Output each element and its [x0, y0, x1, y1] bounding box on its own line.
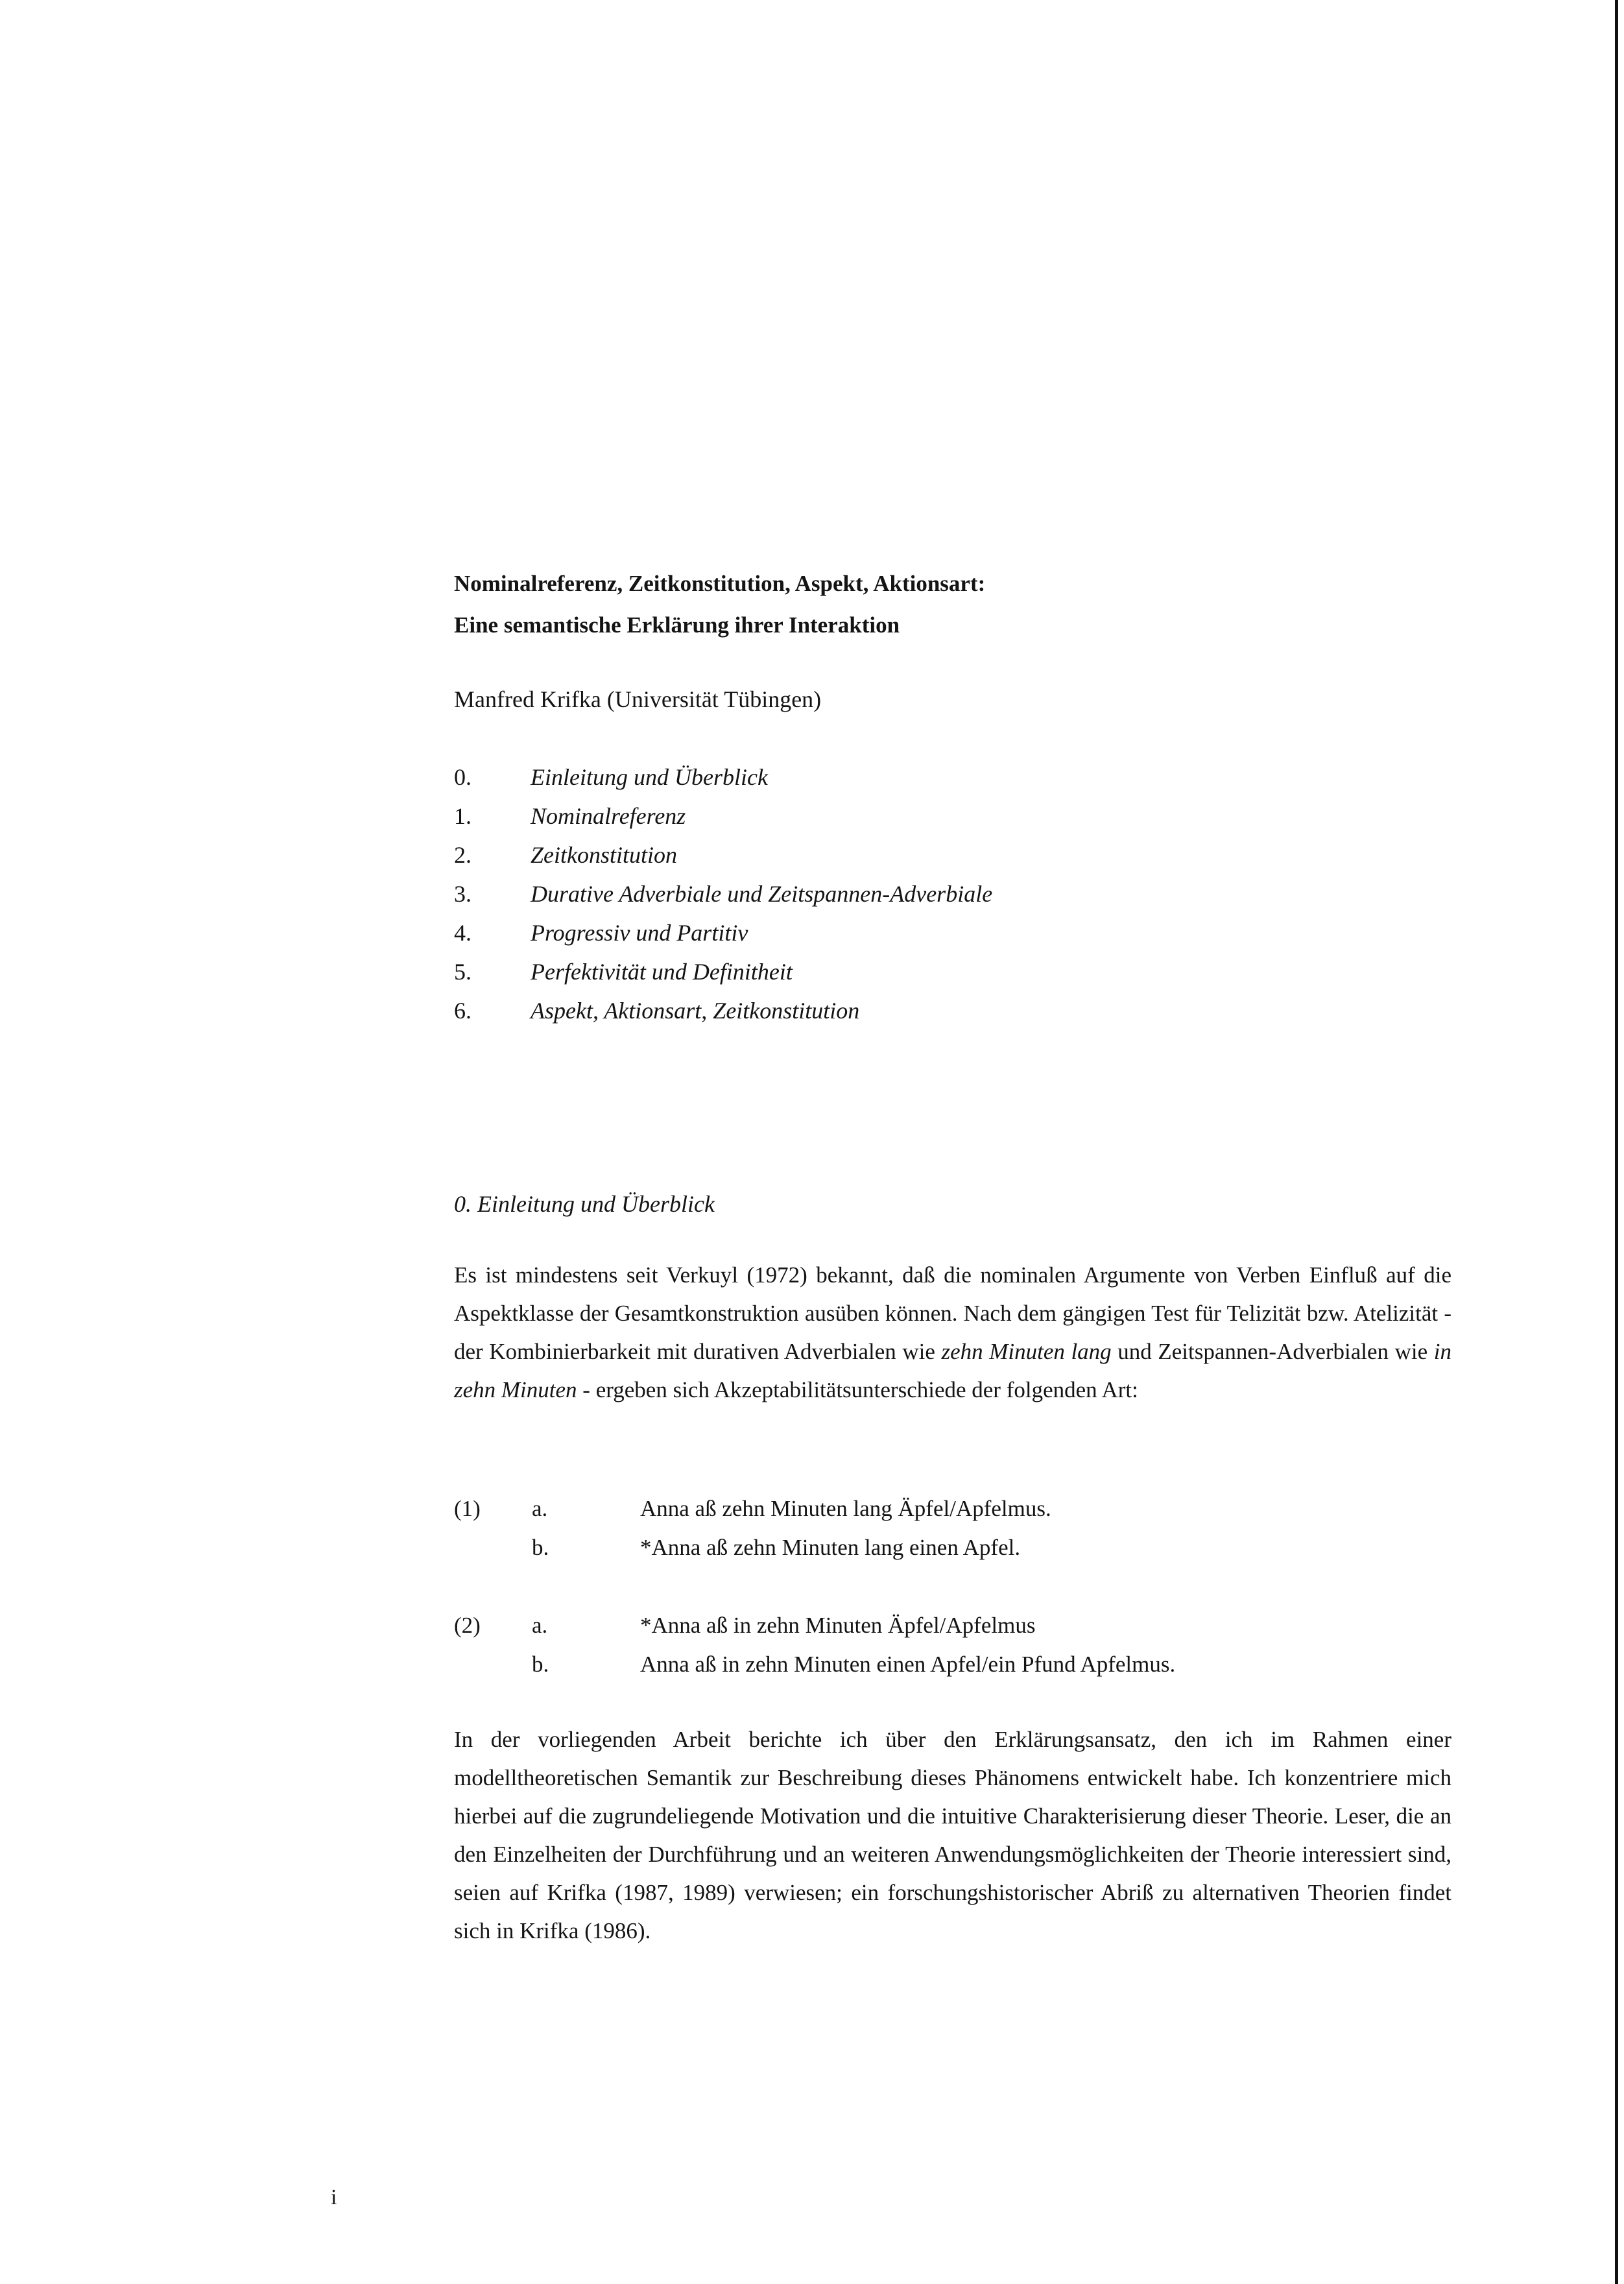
example-item	[454, 1489, 1175, 1528]
title-line-2: Eine semantische Erklärung ihrer Interaktion	[454, 612, 900, 638]
example-sentence: Anna aß zehn Minuten lang Äpfel/Apfelmus.	[640, 1496, 1051, 1521]
example-number: (1)	[454, 1496, 481, 1521]
section-heading: 0. Einleitung und Überblick	[454, 1191, 715, 1217]
title-line-1: Nominalreferenz, Zeitkonstitution, Aspekt, Aktionsart:	[454, 571, 986, 596]
toc-title: Zeitkonstitution	[531, 842, 678, 868]
toc-title: Durative Adverbiale und Zeitspannen-Adverbiale	[531, 881, 993, 907]
toc-title: Nominalreferenz	[531, 803, 686, 829]
example-group	[454, 1489, 1175, 1567]
paragraph-text: und Zeitspannen-Adverbialen wie	[1117, 1339, 1428, 1364]
example-letter: a.	[532, 1613, 548, 1638]
toc-title: Aspekt, Aktionsart, Zeitkonstitution	[531, 998, 860, 1024]
example-item	[454, 1645, 1175, 1684]
example-letter: a.	[532, 1496, 548, 1521]
toc-number: 4.	[454, 920, 472, 946]
example-number: (2)	[454, 1613, 481, 1638]
page-number: i	[331, 2185, 337, 2209]
toc-entry	[454, 797, 992, 835]
example-letter: b.	[532, 1535, 549, 1560]
example-item	[454, 1528, 1175, 1567]
intro-paragraph	[454, 1256, 1451, 1409]
toc-entry	[454, 913, 992, 952]
toc-entry	[454, 758, 992, 797]
toc-number: 5.	[454, 959, 472, 985]
toc-entry	[454, 991, 992, 1030]
body-paragraph: In der vorliegenden Arbeit berichte ich über den Erklärungsansatz, den ich im Rahmen einer modelltheoretischen Semantik zur Beschreibung dieses Phänomens entwickelt habe. Ich konzentriere mich hierbei auf die zugrundeliegende Motivation und die intuitive Charakterisierung dieser Theorie. Leser, die an den Einzelheiten der Durchführung und an weiteren Anwendungsmöglichkeiten der Theorie interessiert sind, seien auf Krifka (1987, 1989) verwiesen; ein forschungshistorischer Abriß zu alternativen Theorien findet sich in Krifka (1986).	[454, 1727, 1451, 1943]
page-edge-line	[1615, 0, 1618, 2284]
example-phrase: zehn Minuten lang	[941, 1339, 1112, 1364]
example-sentence: *Anna aß in zehn Minuten Äpfel/Apfelmus	[640, 1613, 1036, 1638]
toc-entry	[454, 835, 992, 874]
toc-title: Progressiv und Partitiv	[531, 920, 748, 946]
toc-entry	[454, 874, 992, 913]
paragraph-text: - ergeben sich Akzeptabilitätsunterschiede der folgenden Art:	[582, 1377, 1138, 1402]
paper-title	[454, 563, 1557, 646]
example-list	[454, 1489, 1175, 1723]
toc-number: 1.	[454, 803, 472, 829]
table-of-contents	[454, 758, 992, 1030]
toc-number: 6.	[454, 998, 472, 1024]
toc-title: Einleitung und Überblick	[531, 764, 768, 790]
example-phrase: in zehn Minuten	[454, 1339, 1452, 1402]
toc-title: Perfektivität und Definitheit	[531, 959, 793, 985]
example-sentence: *Anna aß zehn Minuten lang einen Apfel.	[640, 1535, 1021, 1560]
paragraph-text: Es ist mindestens seit Verkuyl (1972) bekannt, daß die nominalen Argumente von Verben Einfluß auf die Aspektklasse der Gesamtkonstruktion ausüben können. Nach dem gängigen Test für Telizität bzw. Atelizität - der Kombinierbarkeit mit durativen Adverbialen wie	[454, 1262, 1451, 1364]
toc-number: 0.	[454, 764, 472, 790]
toc-number: 3.	[454, 881, 472, 907]
example-item	[454, 1606, 1175, 1645]
author-line: Manfred Krifka (Universität Tübingen)	[454, 686, 822, 712]
toc-number: 2.	[454, 842, 472, 868]
example-group	[454, 1606, 1175, 1684]
example-sentence: Anna aß in zehn Minuten einen Apfel/ein Pfund Apfelmus.	[640, 1652, 1176, 1677]
toc-entry	[454, 952, 992, 991]
example-letter: b.	[532, 1652, 549, 1677]
